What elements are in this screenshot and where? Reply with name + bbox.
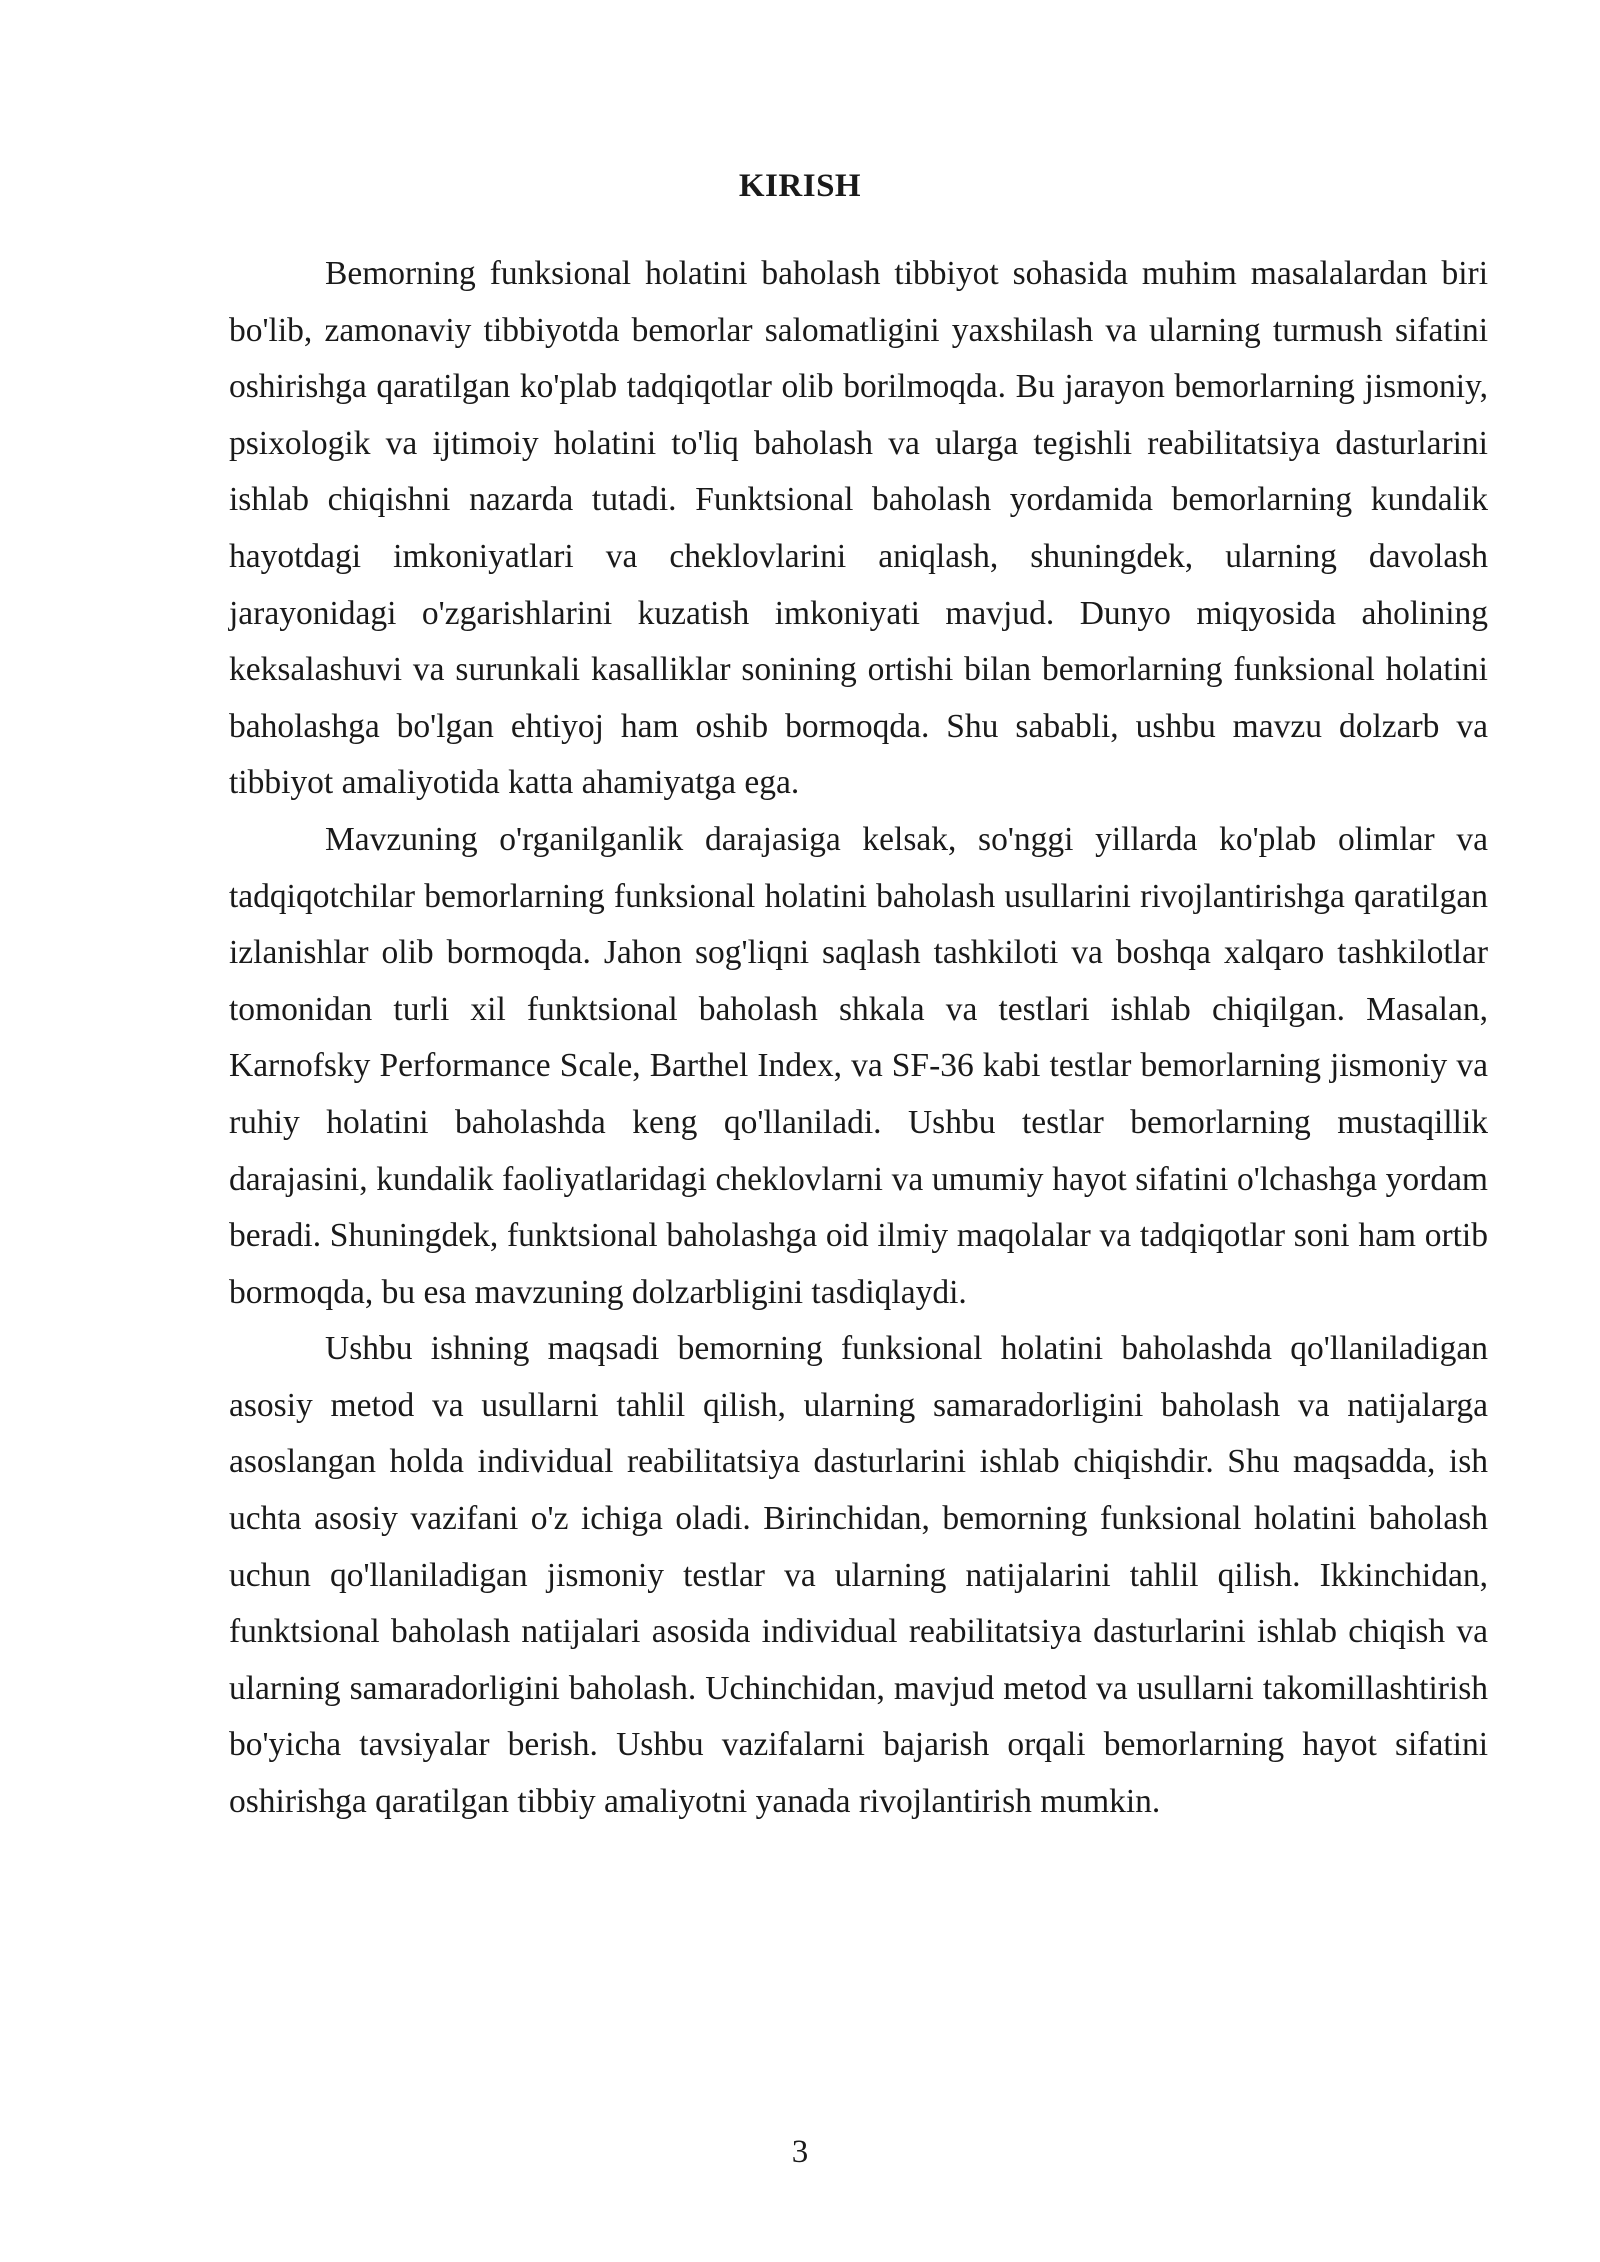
section-heading: KIRISH — [738, 168, 862, 204]
page-number: 3 — [791, 2134, 809, 2170]
paragraph-introduction: Bemorning funksional holatini baholash tibbiyot sohasida muhim masalalardan biri bo'lib, zamonaviy tibbiyotda bemorlar salomatligini yaxshilash va ularning turmush sifatini oshirishga qaratilgan ko'plab tadqiqotlar olib borilmoqda. Bu jarayon bemorlarning jismoniy, psixologik va ijtimoiy holatini to'liq baholash va ularga tegishli reabilitatsiya dasturlarini ishlab chiqishni nazarda tutadi. Funktsional baholash yordamida bemorlarning kundalik hayotdagi imkoniyatlari va cheklovlarini aniqlash, shuningdek, ularning davolash jarayonidagi o'zgarishlarini kuzatish imkoniyati mavjud. Dunyo miqyosida aholining keksalashuvi va surunkali kasalliklar sonining ortishi bilan bemorlarning funksional holatini baholashga bo'lgan ehtiyoj ham oshib bormoqda. Shu sababli, ushbu mavzu dolzarb va tibbiyot amaliyotida katta ahamiyatga ega. — [229, 255, 1488, 802]
paragraph-research-status: Mavzuning o'rganilganlik darajasiga kelsak, so'nggi yillarda ko'plab olimlar va tadqiqotchilar bemorlarning funksional holatini baholash usullarini rivojlantirishga qaratilgan izlanishlar olib bormoqda. Jahon sog'liqni saqlash tashkiloti va boshqa xalqaro tashkilotlar tomonidan turli xil funktsional baholash shkala va testlari ishlab chiqilgan. Masalan, Karnofsky Performance Scale, Barthel Index, va SF-36 kabi testlar bemorlarning jismoniy va ruhiy holatini baholashda keng qo'llaniladi. Ushbu testlar bemorlarning mustaqillik darajasini, kundalik faoliyatlaridagi cheklovlarni va umumiy hayot sifatini o'lchashga yordam beradi. Shuningdek, funktsional baholashga oid ilmiy maqolalar va tadqiqotlar soni ham ortib bormoqda, bu esa mavzuning dolzarbligini tasdiqlaydi. — [229, 820, 1488, 1311]
paragraph-goals: Ushbu ishning maqsadi bemorning funksional holatini baholashda qo'llaniladigan asosiy metod va usullarni tahlil qilish, ularning samaradorligini baholash va natijalarga asoslangan holda individual reabilitatsiya dasturlarini ishlab chiqishdir. Shu maqsadda, ish uchta asosiy vazifani o'z ichiga oladi. Birinchidan, bemorning funksional holatini baholash uchun qo'llaniladigan jismoniy testlar va ularning natijalarini tahlil qilish. Ikkinchidan, funktsional baholash natijalari asosida individual reabilitatsiya dasturlarini ishlab chiqish va ularning samaradorligini baholash. Uchinchidan, mavjud metod va usullarni takomillashtirish bo'yicha tavsiyalar berish. Ushbu vazifalarni bajarish orqali bemorlarning hayot sifatini oshirishga qaratilgan tibbiy amaliyotni yanada rivojlantirish mumkin. — [229, 1330, 1488, 1821]
body-text — [229, 246, 1488, 1831]
